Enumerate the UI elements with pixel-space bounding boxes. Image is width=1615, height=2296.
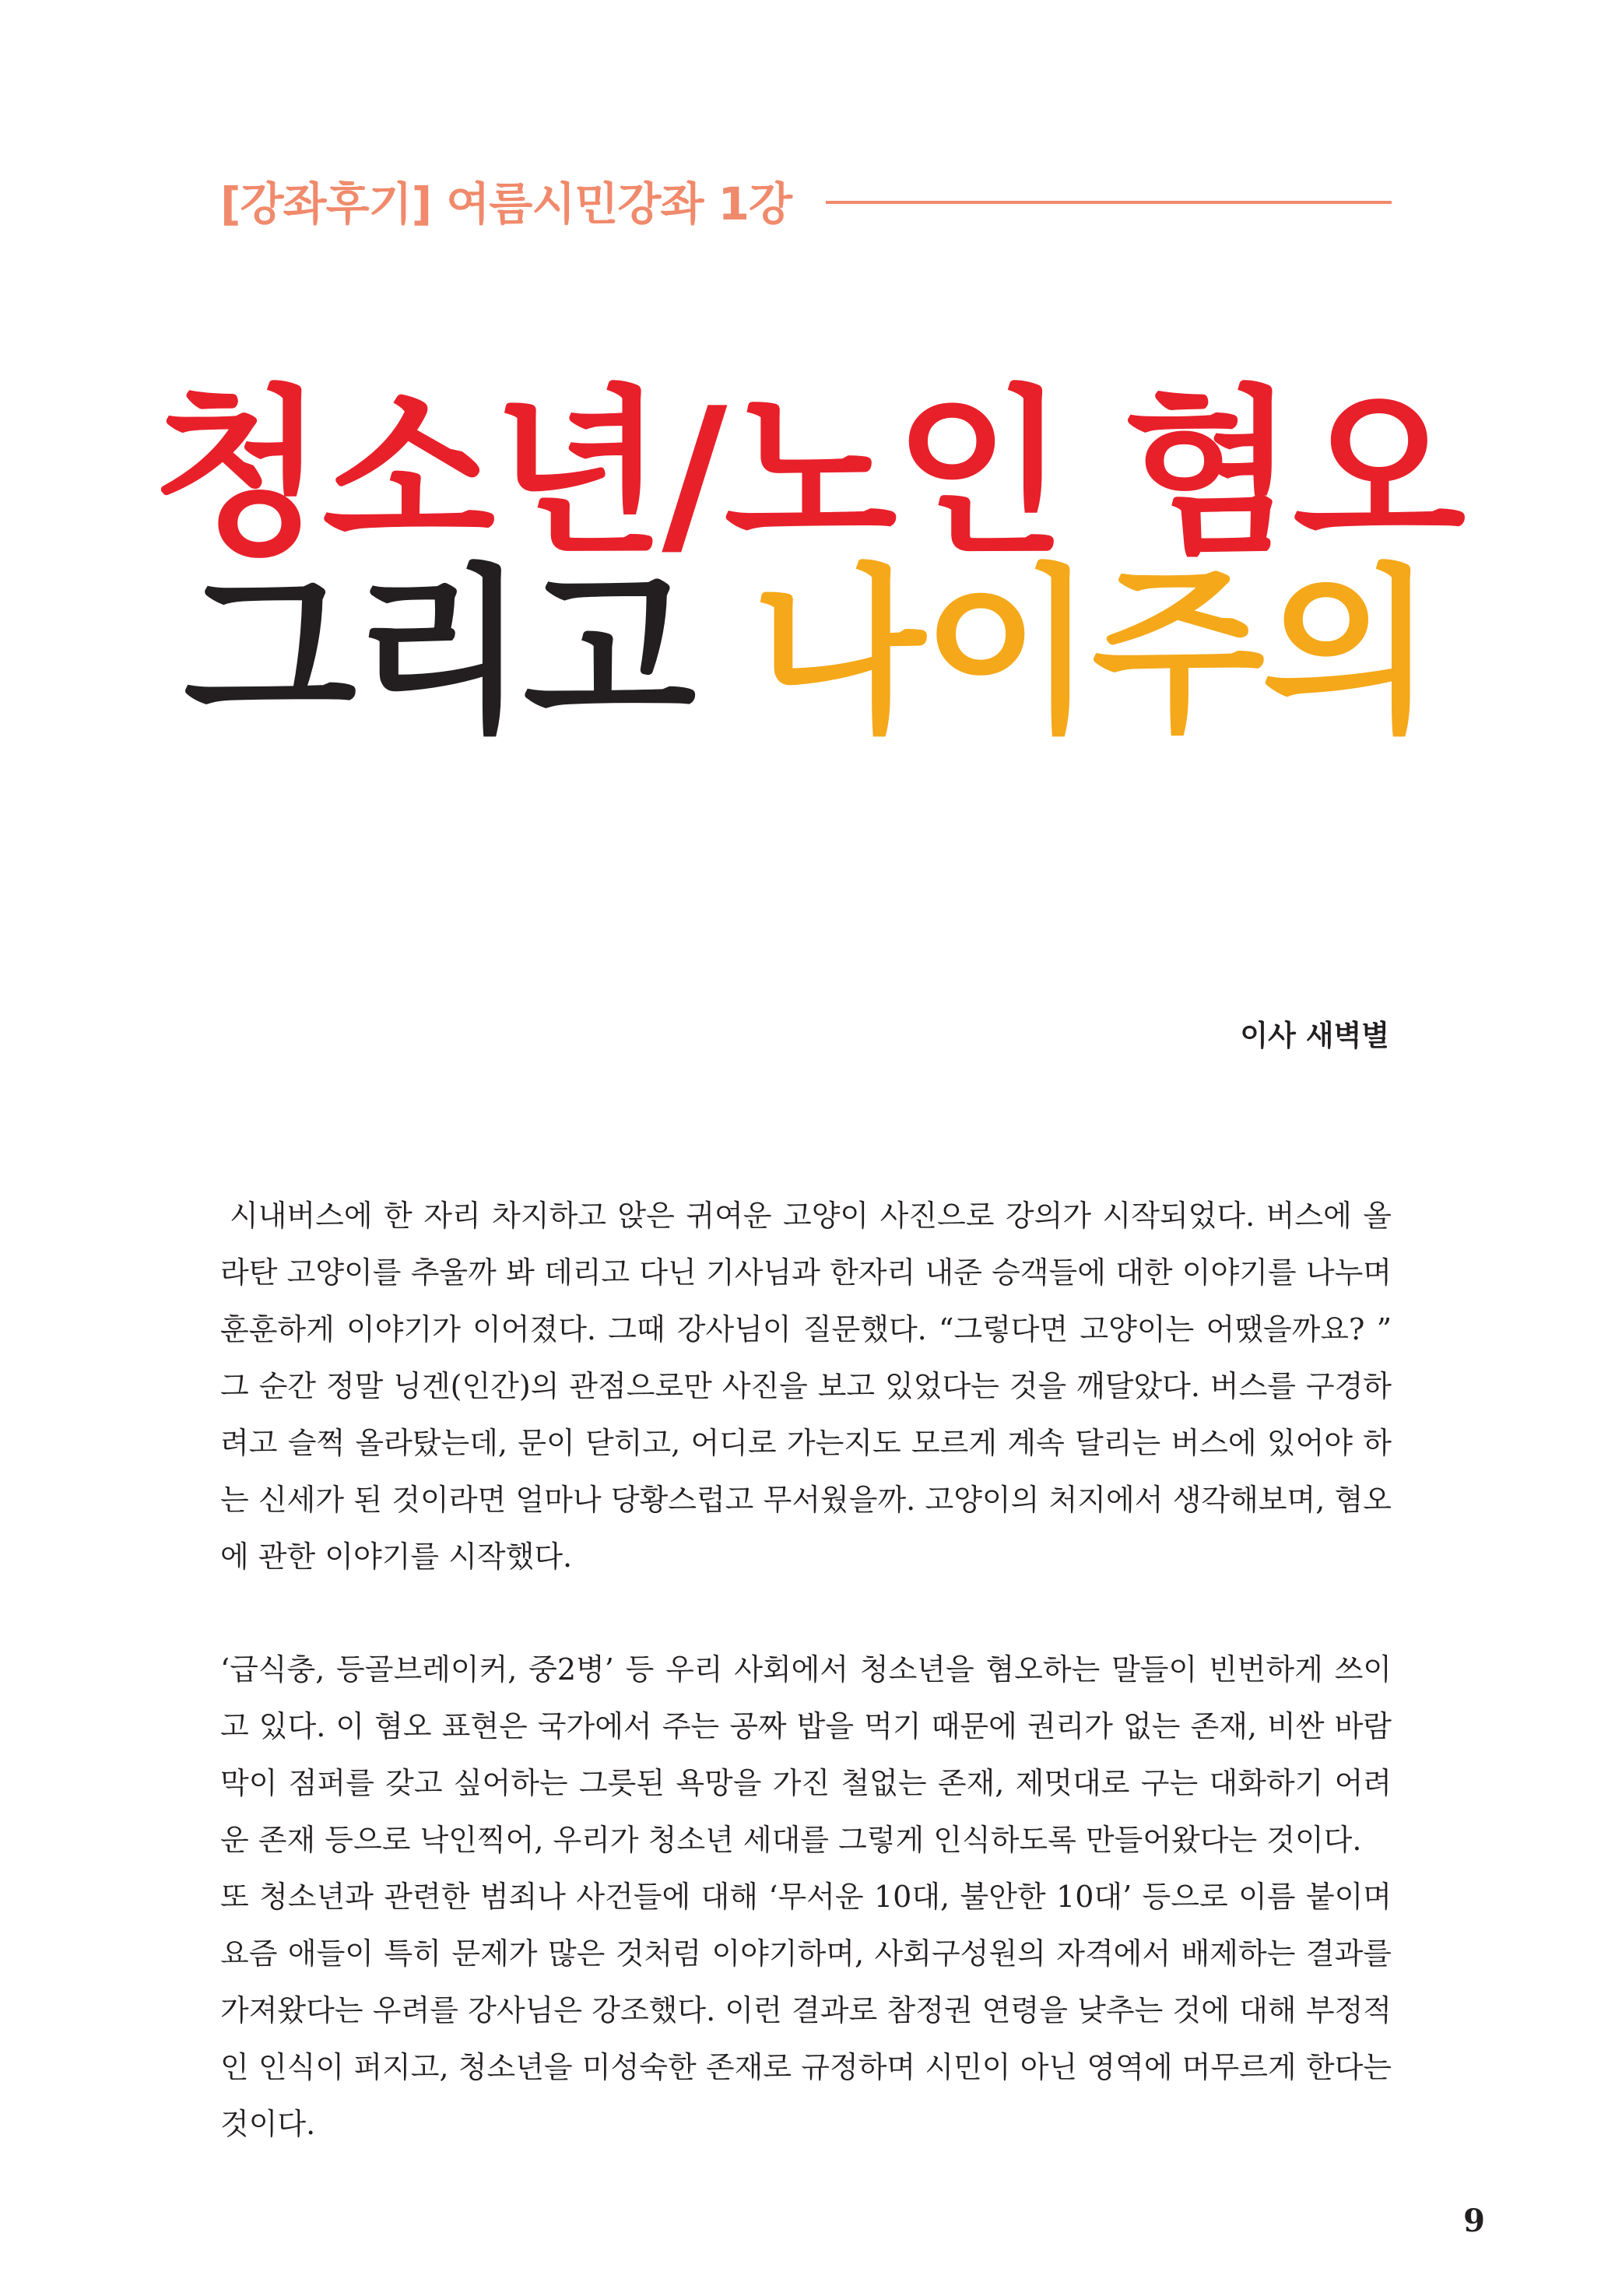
body-paragraph-2: ‘급식충, 등골브레이커, 중2병’ 등 우리 사회에서 청소년을 혐오하는 말들이 빈번하게 쓰이고 있다. 이 혐오 표현은 국가에서 주는 공짜 밥을 먹기 때문에 권리가 없는 존재, 비싼 바람막이 점퍼를 갖고 싶어하는 그릇된 욕망을 가진 철없는 존재, 제멋대로 구는 대화하기 어려운 존재 등으로 낙인찍어, 우리가 청소년 세대를 그렇게 인식하도록 만들어왔다는 것이다. <box>220 1652 1392 1857</box>
author-byline: 이사 새벽별 <box>1240 1019 1389 1052</box>
body-paragraph-3: 또 청소년과 관련한 범죄나 사건들에 대해 ‘무서운 10대, 불안한 10대’ 등으로 이름 붙이며 요즘 애들이 특히 문제가 많은 것처럼 이야기하며, 사회구성원의 자격에서 배제하는 결과를 가져왔다는 우려를 강사님은 강조했다. 이런 결과로 참정권 연령을 낮추는 것에 대해 부정적인 인식이 퍼지고, 청소년을 미성숙한 존재로 규정하며 시민이 아닌 영역에 머무르게 한다는 것이다. <box>220 1880 1392 2141</box>
title-line-2-accent: 나이주의 <box>752 549 1432 757</box>
title-line-1: 청소년/노인 혐오 <box>152 370 1463 578</box>
page-number: 9 <box>1463 2203 1485 2239</box>
body-paragraph-1: 시내버스에 한 자리 차지하고 앉은 귀여운 고양이 사진으로 강의가 시작되었다. 버스에 올라탄 고양이를 추울까 봐 데리고 다닌 기사님과 한자리 내준 승객들에 대한 이야기를 나누며 훈훈하게 이야기가 이어졌다. 그때 강사님이 질문했다. “그렇다면 고양이는 어땠을까요? ” 그 순간 정말 닝겐(인간)의 관점으로만 사진을 보고 있었다는 것을 깨달았다. 버스를 구경하려고 슬쩍 올라탔는데, 문이 닫히고, 어디로 가는지도 모르게 계속 달리는 버스에 있어야 하는 신세가 된 것이라면 얼마나 당황스럽고 무서웠을까. 고양이의 처지에서 생각해보며, 혐오에 관한 이야기를 시작했다. <box>220 1199 1392 1574</box>
section-label: [강좌후기] 여름시민강좌 1강 <box>220 177 792 230</box>
title-line-2 <box>0 549 1615 757</box>
title-line-2-dark: 그리고 <box>183 549 753 757</box>
section-divider-line <box>826 201 1392 204</box>
section-header <box>220 165 1392 235</box>
